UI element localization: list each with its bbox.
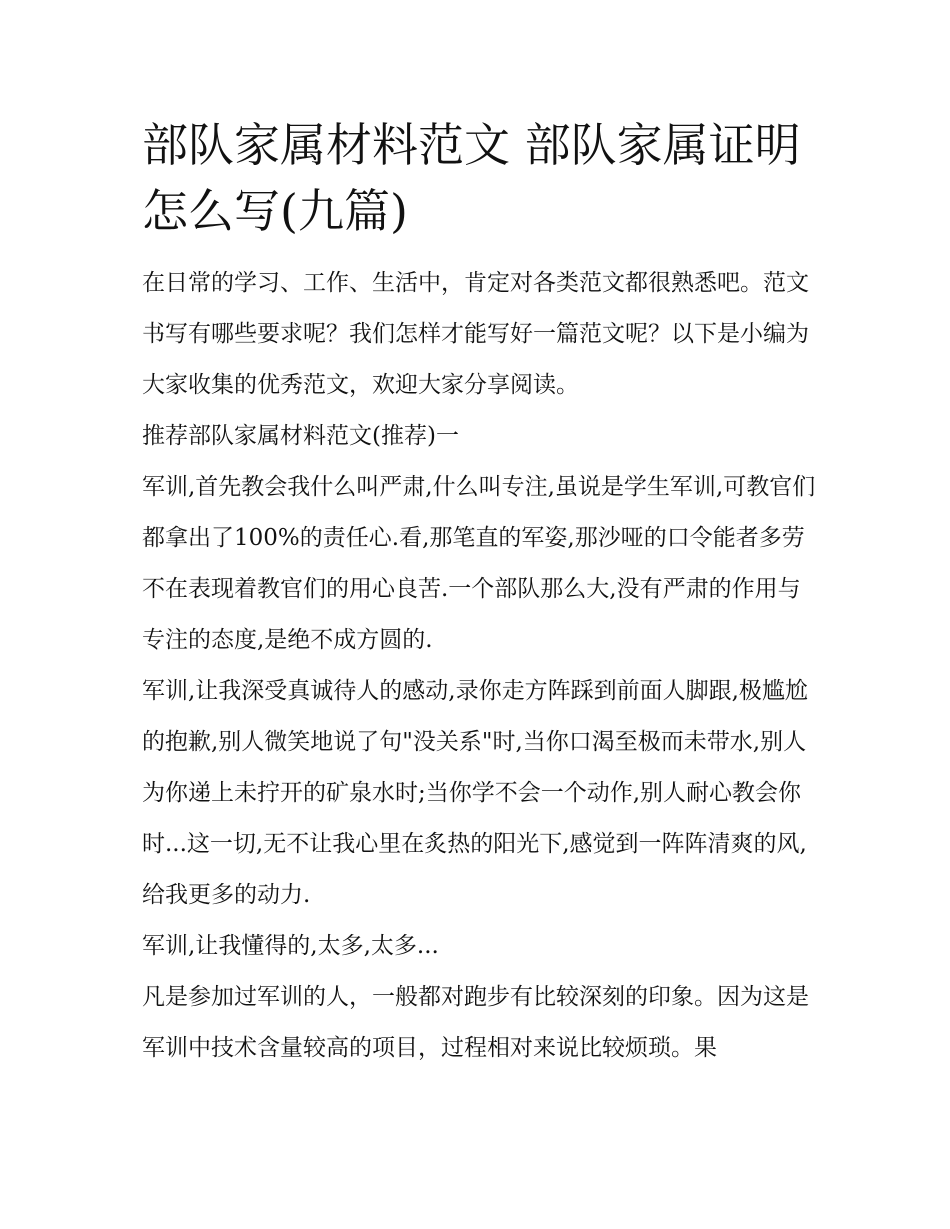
paragraph-heading: 推荐部队家属材料范文(推荐)一 bbox=[142, 423, 459, 449]
paragraph-intro: 在日常的学习、工作、生活中，肯定对各类范文都很熟悉吧。范文书写有哪些要求呢？我们怎样才能写好一篇范文呢？以下是小编为大家收集的优秀范文，欢迎大家分享阅读。 bbox=[142, 270, 809, 398]
paragraph-1: 军训,首先教会我什么叫严肃,什么叫专注,虽说是学生军训,可教官们都拿出了100%的责任心.看,那笔直的军姿,那沙哑的口令能者多劳不在表现着教官们的用心良苦.一个部队那么大,没有严肃的作用与专注的态度,是绝不成方圆的. bbox=[142, 474, 816, 653]
paragraph-3: 军训,让我懂得的,太多,太多... bbox=[142, 933, 439, 959]
paragraph-4: 凡是参加过军训的人，一般都对跑步有比较深刻的印象。因为这是军训中技术含量较高的项目，过程相对来说比较烦琐。果 bbox=[142, 984, 809, 1061]
document-page bbox=[142, 112, 822, 1074]
document-body bbox=[142, 258, 822, 1074]
paragraph-2: 军训,让我深受真诚待人的感动,录你走方阵踩到前面人脚跟,极尴尬的抱歉,别人微笑地说了句"没关系"时,当你口渴至极而未带水,别人为你递上未拧开的矿泉水时;当你学不会一个动作,别人耐心教会你时...这一切,无不让我心里在炙热的阳光下,感觉到一阵阵清爽的风,给我更多的动力. bbox=[142, 678, 808, 908]
document-title: 部队家属材料范文 部队家属证明怎么写(九篇) bbox=[142, 118, 801, 238]
